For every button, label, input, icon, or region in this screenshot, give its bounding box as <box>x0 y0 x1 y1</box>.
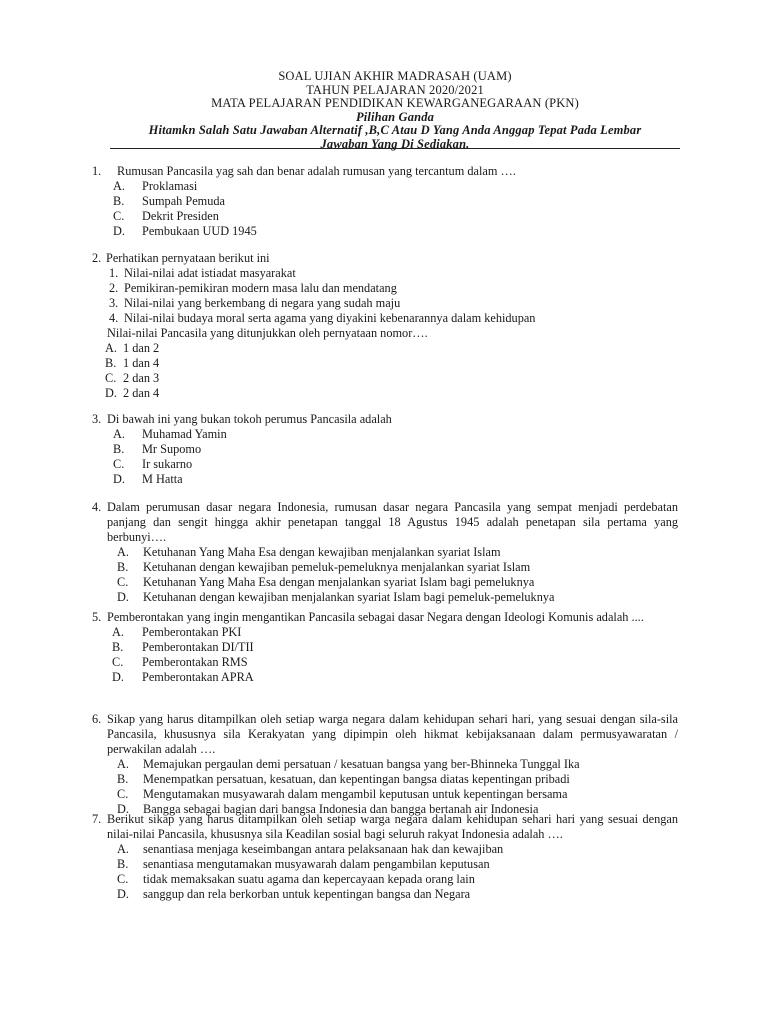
header-year: TAHUN PELAJARAN 2020/2021 <box>306 82 484 97</box>
option-b[interactable] <box>112 640 678 655</box>
option-text: Ketuhanan Yang Maha Esa dengan kewajiban menjalankan syariat Islam <box>143 545 501 559</box>
question-text: Di bawah ini yang bukan tokoh perumus Pancasila adalah <box>107 412 392 426</box>
option-letter: B. <box>117 560 129 574</box>
option-text: Sumpah Pemuda <box>142 194 225 208</box>
option-c[interactable] <box>113 209 692 224</box>
option-a[interactable] <box>117 842 678 857</box>
option-a[interactable] <box>105 341 692 356</box>
question-6 <box>92 712 678 817</box>
option-letter: B. <box>112 640 124 654</box>
option-letter: C. <box>117 575 129 589</box>
option-a[interactable] <box>113 179 692 194</box>
statement-text: Pemikiran-pemikiran modern masa lalu dan mendatang <box>124 281 397 295</box>
option-d[interactable] <box>105 386 692 401</box>
option-b[interactable] <box>117 560 678 575</box>
option-letter: D. <box>117 887 129 901</box>
option-text: Ketuhanan dengan kewajiban menjalankan syariat Islam bagi pemeluk-pemeluknya <box>143 590 555 604</box>
statement-text: Nilai-nilai yang berkembang di negara yang sudah maju <box>124 296 401 310</box>
question-1 <box>92 164 692 239</box>
question-text: Sikap yang harus ditampilkan oleh setiap warga negara dalam kehidupan sehari hari, yang sesuai dengan sila-sila Pancasila, khususnya sila Kerakyatan yang dipimpin oleh hikmat kebijaksanaan dalam permusyawaratan / perwakilan adalah …. <box>107 712 678 756</box>
option-text: Pemberontakan DI/TII <box>142 640 254 654</box>
option-text: M Hatta <box>142 472 183 486</box>
header-divider <box>110 148 680 149</box>
option-b[interactable] <box>113 194 692 209</box>
option-text: 2 dan 3 <box>123 371 160 385</box>
option-a[interactable] <box>117 545 678 560</box>
option-letter: C. <box>112 655 124 669</box>
option-text: sanggup dan rela berkorban untuk kepentingan bangsa dan Negara <box>143 887 471 901</box>
option-d[interactable] <box>113 224 692 239</box>
question-prompt: Nilai-nilai Pancasila yang ditunjukkan oleh pernyataan nomor…. <box>107 326 428 340</box>
option-c[interactable] <box>105 371 692 386</box>
option-letter: A. <box>105 341 117 355</box>
option-letter: B. <box>113 442 125 456</box>
option-letter: C. <box>113 209 125 223</box>
option-letter: C. <box>117 872 129 886</box>
statement-text: Nilai-nilai budaya moral serta agama yang diyakini kebenarannya dalam kehidupan <box>124 311 536 325</box>
option-letter: C. <box>117 787 129 801</box>
option-letter: B. <box>113 194 125 208</box>
option-letter: B. <box>117 772 129 786</box>
statement-2 <box>109 281 692 296</box>
option-b[interactable] <box>117 857 678 872</box>
question-number: 4. <box>92 500 102 514</box>
option-letter: D. <box>112 670 124 684</box>
statement-text: Nilai-nilai adat istiadat masyarakat <box>124 266 296 280</box>
option-letter: A. <box>117 842 129 856</box>
header-instruction-line-2: Jawaban Yang Di Sediakan. <box>320 136 470 151</box>
option-letter: D. <box>105 386 117 400</box>
question-text: Pemberontakan yang ingin mengantikan Pancasila sebagai dasar Negara dengan Ideologi Komunis adalah .... <box>107 610 644 624</box>
question-number: 6. <box>92 712 102 726</box>
option-letter: A. <box>113 427 125 441</box>
option-c[interactable] <box>117 872 678 887</box>
option-a[interactable] <box>113 427 692 442</box>
exam-header <box>110 70 680 151</box>
statement-number: 1. <box>109 266 119 280</box>
option-text: Pemberontakan RMS <box>142 655 248 669</box>
option-b[interactable] <box>105 356 692 371</box>
option-letter: C. <box>105 371 117 385</box>
option-text: Menempatkan persatuan, kesatuan, dan kepentingan bangsa diatas kepentingan pribadi <box>143 772 570 786</box>
option-a[interactable] <box>117 757 678 772</box>
option-c[interactable] <box>117 575 678 590</box>
question-number: 2. <box>92 251 102 265</box>
option-letter: A. <box>113 179 125 193</box>
option-d[interactable] <box>117 590 678 605</box>
statement-number: 4. <box>109 311 119 325</box>
option-text: Mengutamakan musyawarah dalam mengambil keputusan untuk kepentingan bersama <box>143 787 568 801</box>
option-text: Muhamad Yamin <box>142 427 227 441</box>
question-7 <box>92 812 678 902</box>
option-letter: A. <box>117 545 129 559</box>
option-text: 2 dan 4 <box>123 386 160 400</box>
option-text: Dekrit Presiden <box>142 209 219 223</box>
option-letter: A. <box>117 757 129 771</box>
question-text: Dalam perumusan dasar negara Indonesia, rumusan dasar negara Pancasila yang sempat menjadi perdebatan panjang dan sengit hingga akhir penetapan tanggal 18 Agustus 1945 adalah penetapan sila pertama yang berbunyi…. <box>107 500 678 544</box>
header-instruction-line-1: Hitamkn Salah Satu Jawaban Alternatif ,B,C Atau D Yang Anda Anggap Tepat Pada Lembar <box>148 123 642 137</box>
option-letter: D. <box>113 472 125 486</box>
option-text: Mr Supomo <box>142 442 202 456</box>
question-3 <box>92 412 692 487</box>
option-text: Proklamasi <box>142 179 198 193</box>
option-text: 1 dan 4 <box>123 356 160 370</box>
question-text: Berikut sikap yang harus ditampilkan oleh setiap warga negara dalam kehidupan sehari hari yang sesuai dengan nilai-nilai Pancasila, khususnya sila Keadilan sosial bagi seluruh rakyat Indonesia adalah …. <box>107 812 678 841</box>
question-number: 7. <box>92 812 102 826</box>
option-text: Ir sukarno <box>142 457 193 471</box>
statement-3 <box>109 296 692 311</box>
header-subject: MATA PELAJARAN PENDIDIKAN KEWARGANEGARAAN (PKN) <box>211 96 579 110</box>
question-text: Perhatikan pernyataan berikut ini <box>106 251 270 265</box>
option-text: Pemberontakan APRA <box>142 670 254 684</box>
question-2 <box>92 251 692 401</box>
option-letter: A. <box>112 625 124 639</box>
option-a[interactable] <box>112 625 678 640</box>
option-d[interactable] <box>113 472 692 487</box>
option-c[interactable] <box>112 655 678 670</box>
option-letter: D. <box>117 802 129 816</box>
question-text: Rumusan Pancasila yag sah dan benar adalah rumusan yang tercantum dalam …. <box>117 164 516 178</box>
option-c[interactable] <box>113 457 692 472</box>
option-text: 1 dan 2 <box>123 341 160 355</box>
option-letter: B. <box>105 356 117 370</box>
statement-4 <box>109 311 692 326</box>
statement-number: 3. <box>109 296 119 310</box>
header-title: SOAL UJIAN AKHIR MADRASAH (UAM) <box>278 69 512 83</box>
option-c[interactable] <box>117 787 678 802</box>
option-text: tidak memaksakan suatu agama dan kepercayaan kepada orang lain <box>143 872 475 886</box>
statement-number: 2. <box>109 281 119 295</box>
option-text: Bangga sebagai bagian dari bangsa Indonesia dan bangga bertanah air Indonesia <box>143 802 539 816</box>
option-b[interactable] <box>113 442 692 457</box>
question-4 <box>92 500 678 605</box>
option-letter: B. <box>117 857 129 871</box>
option-letter: D. <box>117 590 129 604</box>
option-d[interactable] <box>112 670 678 685</box>
question-number: 3. <box>92 412 102 426</box>
option-b[interactable] <box>117 772 678 787</box>
option-d[interactable] <box>117 887 678 902</box>
option-text: senantiasa menjaga keseimbangan antara pelaksanaan hak dan kewajiban <box>143 842 504 856</box>
statement-1 <box>109 266 692 281</box>
question-number: 1. <box>92 164 102 178</box>
header-subtitle: Pilihan Ganda <box>355 109 434 124</box>
option-letter: D. <box>113 224 125 238</box>
question-5 <box>92 610 678 685</box>
question-number: 5. <box>92 610 102 624</box>
option-text: Pembukaan UUD 1945 <box>142 224 257 238</box>
option-text: Ketuhanan Yang Maha Esa dengan menjalankan syariat Islam bagi pemeluknya <box>143 575 535 589</box>
option-text: Ketuhanan dengan kewajiban pemeluk-pemeluknya menjalankan syariat Islam <box>143 560 531 574</box>
option-text: Pemberontakan PKI <box>142 625 242 639</box>
option-text: senantiasa mengutamakan musyawarah dalam pengambilan keputusan <box>143 857 490 871</box>
option-letter: C. <box>113 457 125 471</box>
option-text: Memajukan pergaulan demi persatuan / kesatuan bangsa yang ber-Bhinneka Tunggal Ika <box>143 757 580 771</box>
